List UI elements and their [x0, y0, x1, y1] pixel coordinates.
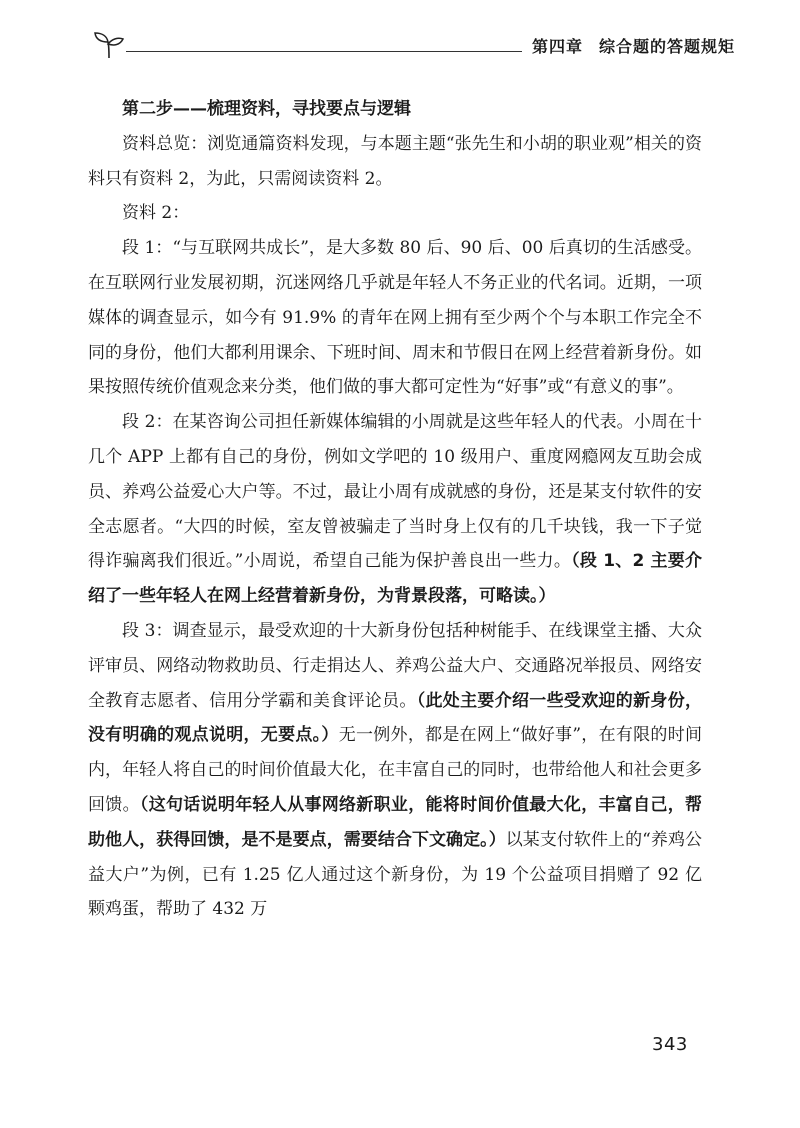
paragraph-3-text-b: 无一例外，都是在网上“做好事”，在有限的时间内，年轻人将自己的时间价值最大化，在丰富自己的同时，也带给他人和社会更多回馈。	[88, 725, 702, 815]
page-number: 343	[652, 1034, 688, 1055]
step-heading: 第二步——梳理资料，寻找要点与逻辑	[122, 99, 411, 119]
paragraph-2-note: （段 1、2 主要介绍了一些年轻人在网上经营着新身份，为背景段落，可略读。）	[88, 551, 702, 607]
material-label: 资料 2：	[122, 203, 190, 224]
page-header	[92, 28, 736, 68]
overview-text: 浏览通篇资料发现，与本题主题“张先生和小胡的职业观”相关的资料只有资料 2，为此，只需阅读资料 2。	[88, 133, 703, 189]
chapter-name: 综合题的答题规矩	[599, 37, 736, 56]
chapter-title	[532, 34, 735, 57]
header-rule	[126, 51, 522, 52]
paragraph-3-text-a: 段 3：调查显示，最受欢迎的十大新身份包括种树能手、在线课堂主播、大众评审员、网络动物救助员、行走捐达人、养鸡公益大户、交通路况举报员、网络安全教育志愿者、信用分学霸和美食评论员。	[88, 620, 702, 711]
chapter-number: 第四章	[532, 37, 584, 56]
paragraph-3	[88, 614, 702, 927]
paragraph-3-text-c: 以某支付软件上的“养鸡公益大户”为例，已有 1.25 亿人通过这个新身份，为 19 个公益项目捐赠了 92 亿颗鸡蛋，帮助了 432 万	[88, 829, 702, 920]
paragraph-2	[88, 405, 702, 614]
paragraph-3-note-b: （这句话说明年轻人从事网络新职业，能将时间价值最大化，丰富自己，帮助他人，获得回馈，是不是要点，需要结合下文确定。）	[88, 794, 703, 850]
paragraph-3-note-a: （此处主要介绍一些受欢迎的新身份，没有明确的观点说明，无要点。）	[88, 690, 703, 746]
sprout-icon	[92, 28, 126, 62]
page-content	[88, 92, 702, 927]
overview-label: 资料总览：	[122, 133, 208, 154]
overview-paragraph	[88, 127, 702, 197]
paragraph-1: 段 1：“与互联网共成长”，是大多数 80 后、90 后、00 后真切的生活感受。在互联网行业发展初期，沉迷网络几乎就是年轻人不务正业的代名词。近期，一项媒体的调查显示，如今有 91.9% 的青年在网上拥有至少两个个与本职工作完全不同的身份，他们大都利用课余、下班时间、周末和节假日在网上经营着新身份。如果按照传统价值观念来分类，他们做的事大都可定性为“好事”或“有意义的事”。	[88, 238, 702, 398]
paragraph-2-text: 段 2：在某咨询公司担任新媒体编辑的小周就是这些年轻人的代表。小周在十几个 APP 上都有自己的身份，例如文学吧的 10 级用户、重度网瘾网友互助会成员、养鸡公益爱心大户等。不过，最让小周有成就感的身份，还是某支付软件的安全志愿者。“大四的时候，室友曾被骗走了当时身上仅有的几千块钱，我一下子觉得诈骗离我们很近。”小周说，希望自己能为保护善良出一些力。	[88, 412, 702, 572]
